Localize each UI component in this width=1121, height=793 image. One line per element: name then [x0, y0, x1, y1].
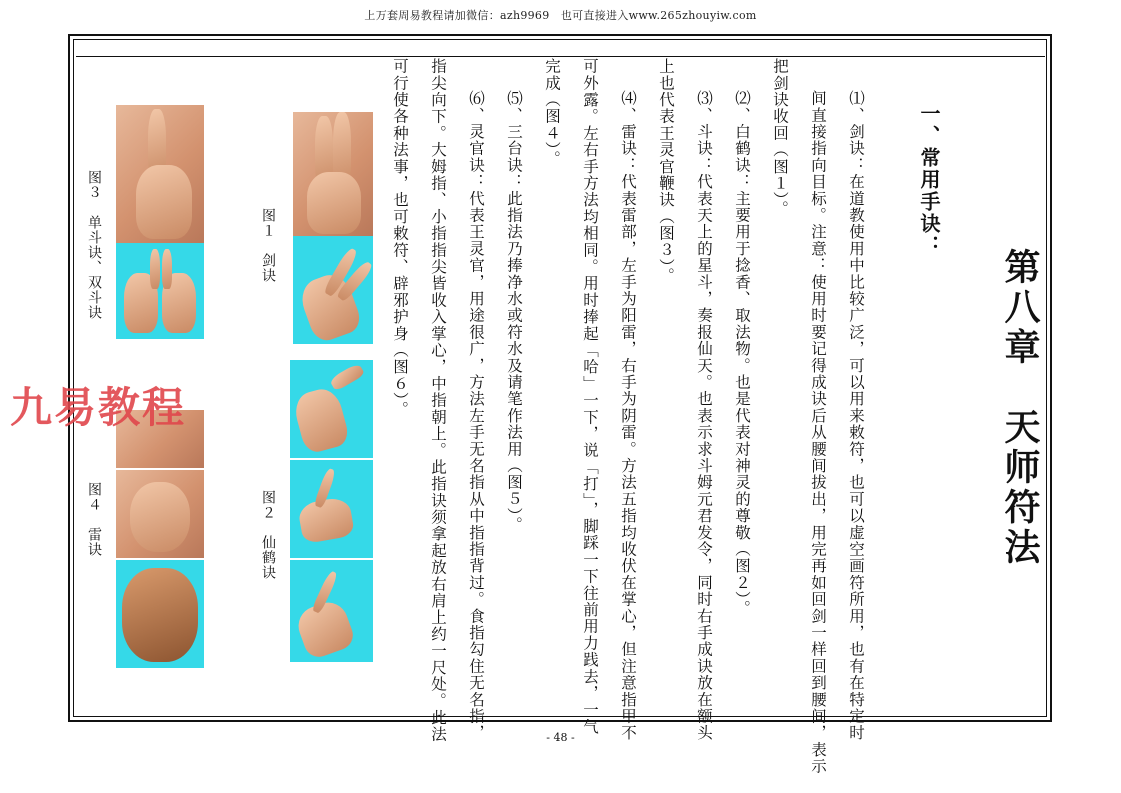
paragraph-line-3: 把剑诀收回（图１）。 [771, 58, 789, 218]
paragraph-line-2: 间直接指向目标。注意：使用时要记得成诀后从腰间拔出，用完再如回剑一样回到腰间，表示 [809, 90, 827, 775]
paragraph-line-12: 指尖向下。大姆指、小指指尖皆收入掌心，中指朝上。此指诀须拿起放右肩上约一尺处。此法 [429, 58, 447, 743]
fig3-photo-b [116, 243, 204, 339]
fig2-caption: 图２ 仙鹤诀 [260, 490, 276, 580]
section-title: 一、常用手诀： [917, 103, 941, 257]
paragraph-line-1: ⑴、剑诀：在道教使用中比较广泛，可以用来敕符，也可以虚空画符所用，也有在特定时 [847, 90, 865, 742]
paragraph-line-8: 可外露。左右手方法均相同。用时捧起「哈」一下，说「打」，脚踩一下往前用力践去，一气 [581, 58, 599, 735]
fig4-caption: 图４ 雷诀 [86, 482, 102, 557]
fig2-photo-c [290, 560, 373, 662]
page-header-ad: 上万套周易教程请加微信：azh9969 也可直接进入www.265zhouyiw.com [364, 9, 757, 22]
fig2-photo-b [290, 460, 373, 558]
paragraph-line-10: ⑸、三台诀：此指法乃捧净水或符水及请笔作法用（图５）。 [505, 90, 523, 534]
fig3-caption: 图３ 单斗诀、双斗诀 [86, 170, 102, 320]
fig2-photo-a [290, 360, 373, 458]
watermark-logo: 九易教程 [10, 383, 187, 432]
paragraph-line-6: 上也代表王灵官鞭诀（图３）。 [657, 58, 675, 285]
paragraph-line-4: ⑵、白鹤诀：主要用于捻香、取法物。也是代表对神灵的尊敬（图２）。 [733, 90, 751, 617]
fig4-photo-b [116, 560, 204, 668]
paragraph-line-7: ⑷、雷诀：代表雷部，左手为阳雷，右手为阴雷。方法五指均收伏在掌心，但注意指甲不 [619, 90, 637, 742]
fig1-caption: 图１ 剑诀 [260, 208, 276, 283]
paragraph-line-11: ⑹、灵官诀：代表王灵官，用途很广，方法左手无名指从中指指背过。食指勾住无名指， [467, 90, 485, 742]
top-rule [76, 56, 1045, 57]
paragraph-line-5: ⑶、斗诀：代表天上的星斗，奏报仙天。也表示求斗姆元君发令，同时右手成诀放在额头 [695, 90, 713, 742]
fig1-photo-b [293, 236, 373, 344]
paragraph-line-9: 完成（图４）。 [543, 58, 561, 168]
chapter-title: 第八章 天师符法 [999, 248, 1041, 568]
fig3-photo-a [116, 105, 204, 243]
fig1-photo-a [293, 112, 373, 236]
paragraph-line-13: 可行使各种法事，也可敕符、辟邪护身（图６）。 [391, 58, 409, 418]
page-number: - 48 - [546, 731, 575, 744]
fig4-photo-a [116, 470, 204, 558]
